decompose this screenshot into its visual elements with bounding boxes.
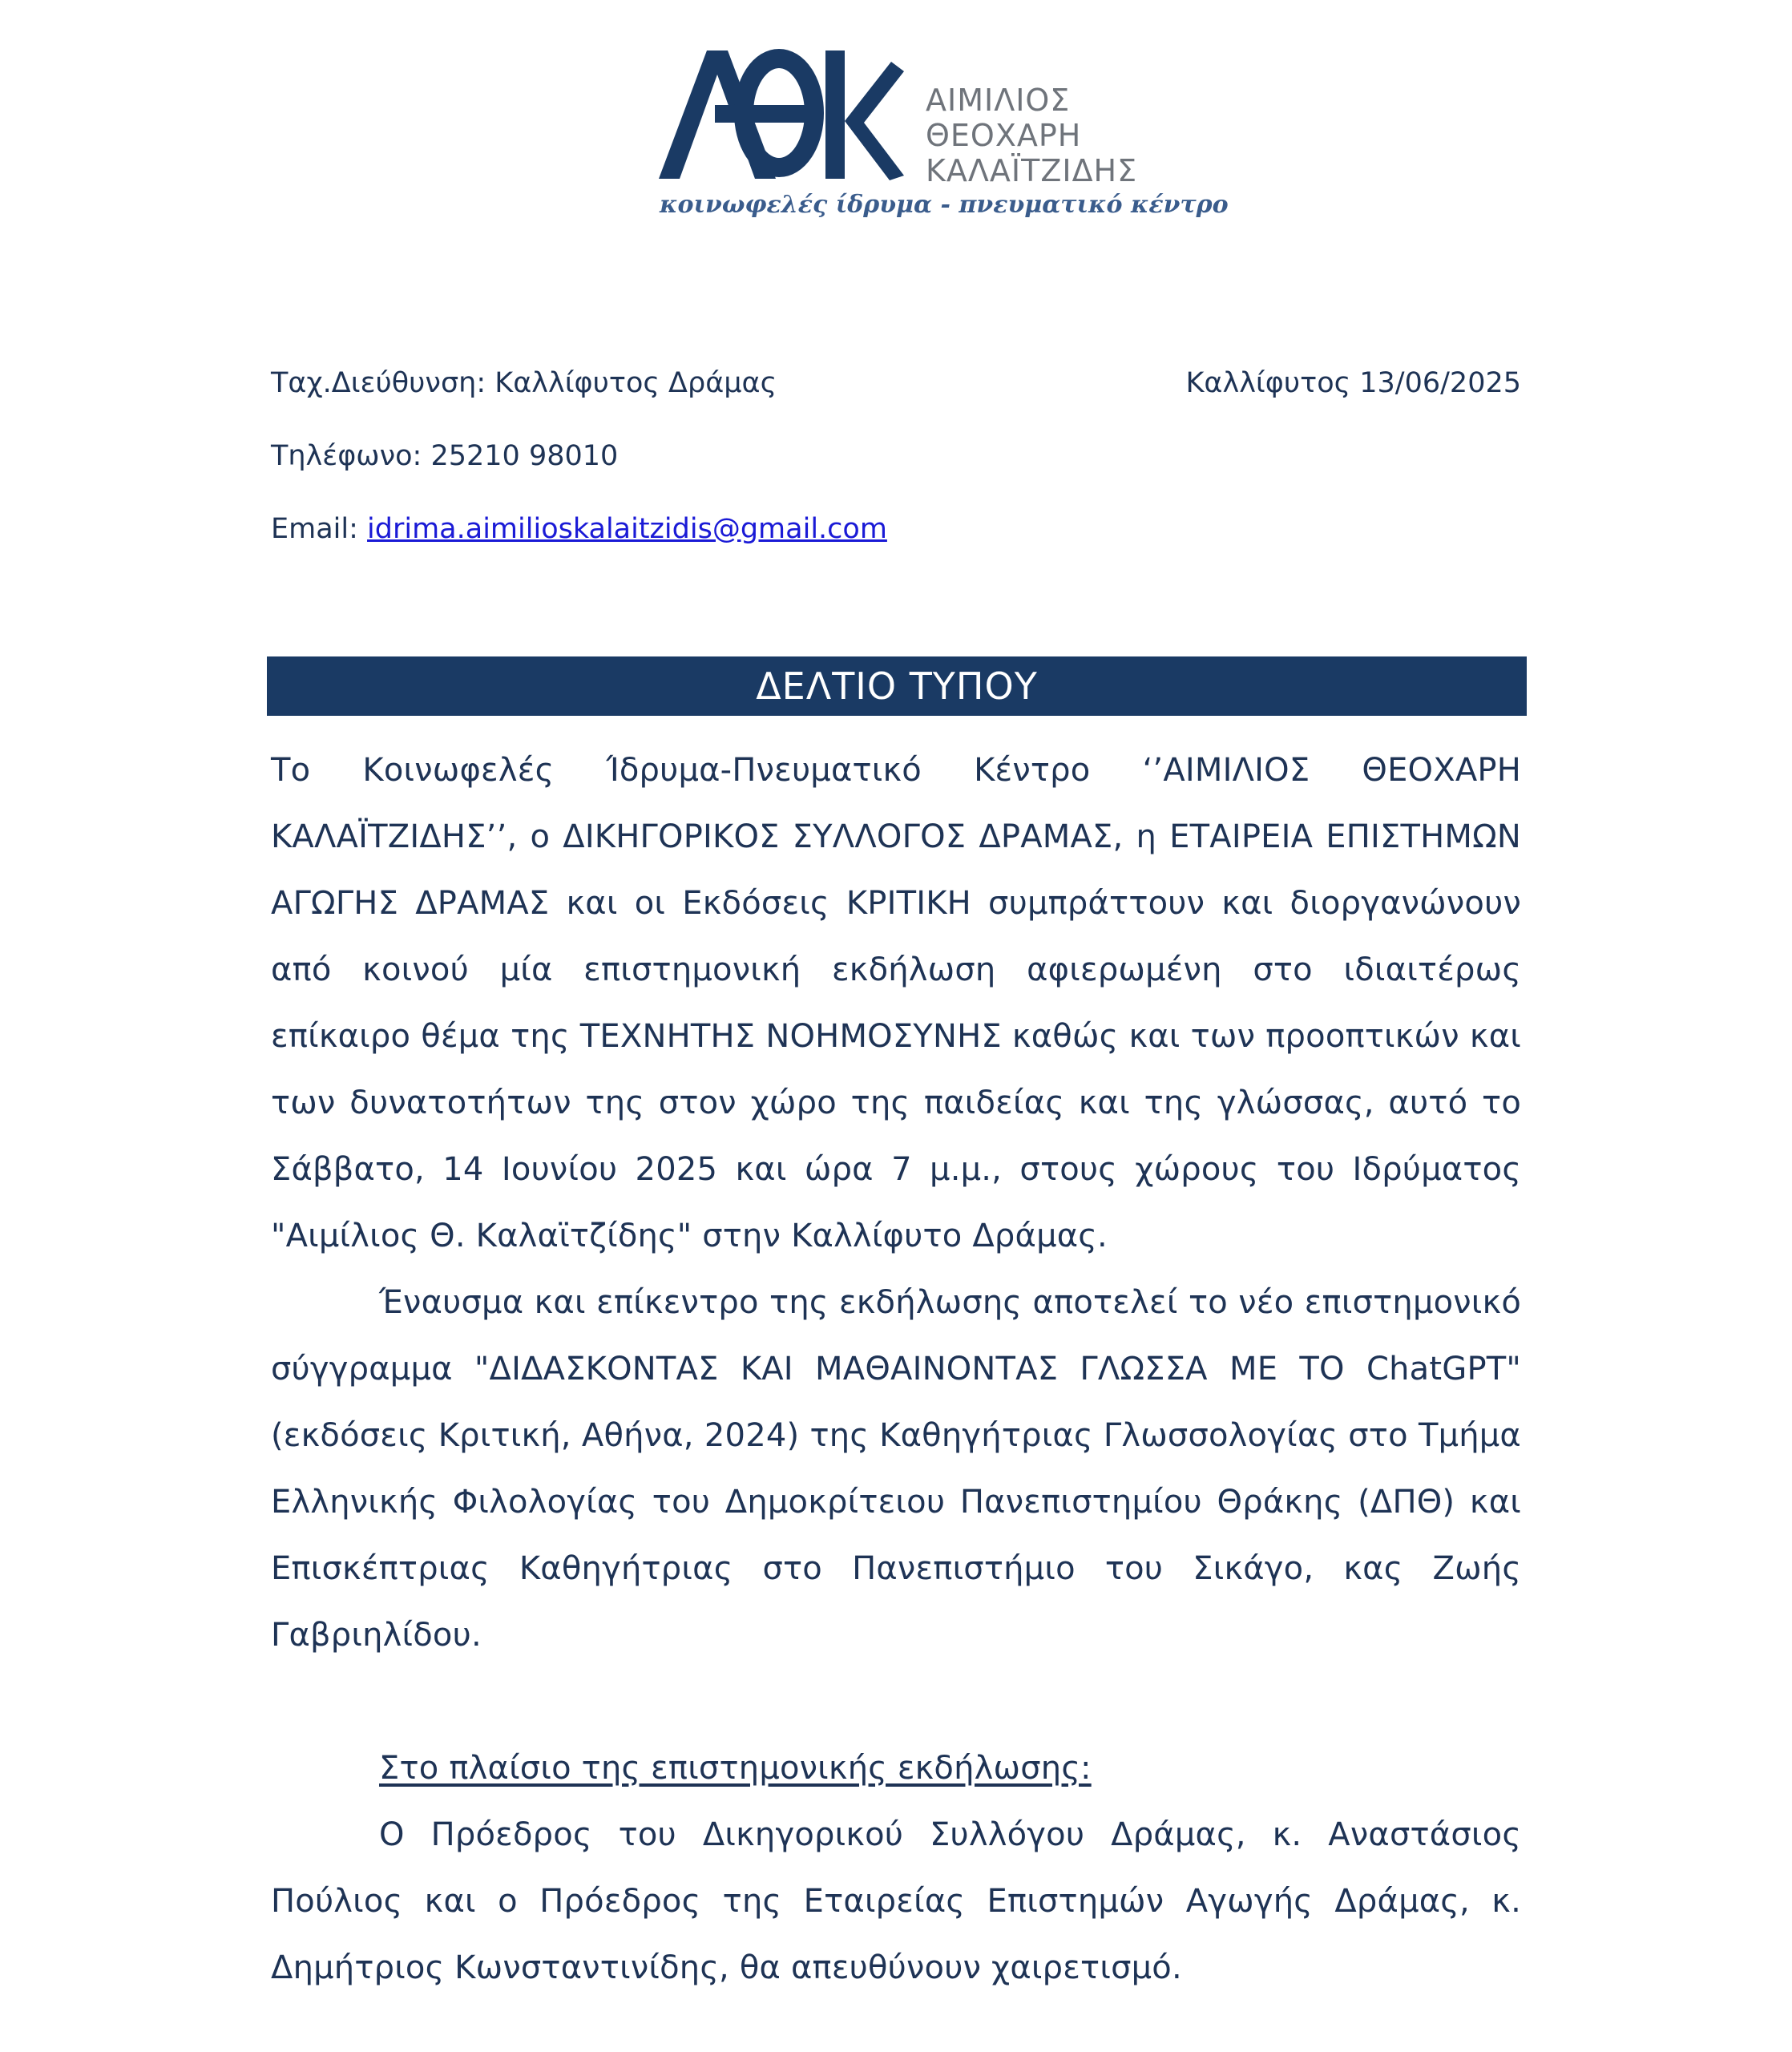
logo-name-line: ΑΙΜΙΛΙΟΣ	[926, 83, 1071, 118]
press-release-banner: ΔΕΛΤΙΟ ΤΥΠΟΥ	[267, 656, 1527, 716]
press-release-body	[271, 737, 1521, 2002]
logo-name-line: ΘΕΟΧΑΡΗ	[926, 118, 1082, 153]
phone-number: Τηλέφωνο: 25210 98010	[271, 440, 619, 472]
logo-name-line: ΚΑΛΑΪΤΖΙΔΗΣ	[926, 153, 1138, 188]
paragraph-book: Έναυσμα και επίκεντρο της εκδήλωσης αποτελεί το νέο επιστημονικό σύγγραμμα "ΔΙΔΑΣΚΟΝΤΑΣ ΚΑΙ ΜΑΘΑΙΝΟΝΤΑΣ ΓΛΩΣΣΑ ΜΕ ΤΟ ChatGPT" (εκδόσεις Κριτική, Αθήνα, 2024) της Καθηγήτριας Γλωσσολογίας στο Τμήμα Ελληνικής Φιλολογίας του Δημοκρίτειου Πανεπιστημίου Θράκης (ΔΠΘ) και Επισκέπτριας Καθηγήτριας στο Πανεπιστήμιο του Σικάγο, κας Ζωής Γαβριηλίδου.	[271, 1284, 1521, 1654]
event-subheading: Στο πλαίσιο της επιστημονικής εκδήλωσης:	[379, 1750, 1092, 1787]
paragraph-greetings: Ο Πρόεδρος του Δικηγορικού Συλλόγου Δράμας, κ. Αναστάσιος Πούλιος και ο Πρόεδρος της Εταιρείας Επιστημών Αγωγής Δράμας, κ. Δημήτριος Κωνσταντινίδης, θα απευθύνουν χαιρετισμό.	[271, 1816, 1521, 1986]
foundation-logo	[657, 44, 1229, 236]
document-date: Καλλίφυτος 13/06/2025	[1185, 367, 1521, 399]
postal-address: Ταχ.Διεύθυνση: Καλλίφυτος Δράμας	[271, 367, 777, 399]
logo-name-text	[926, 83, 1137, 188]
logo-monogram	[657, 44, 906, 184]
email-link[interactable]: idrima.aimilioskalaitzidis@gmail.com	[367, 513, 887, 545]
paragraph-spacer	[271, 1669, 1521, 1735]
email-line	[271, 513, 887, 545]
logo-tagline: κοινωφελές ίδρυμα - πνευματικό κέντρο	[660, 191, 1229, 219]
paragraph-announcement: Το Κοινωφελές Ίδρυμα-Πνευματικό Κέντρο ‘’ΑΙΜΙΛΙΟΣ ΘΕΟΧΑΡΗ ΚΑΛΑΪΤΖΙΔΗΣ’’, ο ΔΙΚΗΓΟΡΙΚΟΣ ΣΥΛΛΟΓΟΣ ΔΡΑΜΑΣ, η ΕΤΑΙΡΕΙΑ ΕΠΙΣΤΗΜΩΝ ΑΓΩΓΗΣ ΔΡΑΜΑΣ και οι Εκδόσεις ΚΡΙΤΙΚΗ συμπράττουν και διοργανώνουν από κοινού μία επιστημονική εκδήλωση αφιερωμένη στο ιδιαιτέρως επίκαιρο θέμα της ΤΕΧΝΗΤΗΣ ΝΟΗΜΟΣΥΝΗΣ καθώς και των προοπτικών και των δυνατοτήτων της στον χώρο της παιδείας και της γλώσσας, αυτό το Σάββατο, 14 Ιουνίου 2025 και ώρα 7 μ.μ., στους χώρους του Ιδρύματος "Αιμίλιος Θ. Καλαϊτζίδης" στην Καλλίφυτο Δράμας.	[271, 752, 1521, 1254]
email-label: Email:	[271, 513, 368, 545]
